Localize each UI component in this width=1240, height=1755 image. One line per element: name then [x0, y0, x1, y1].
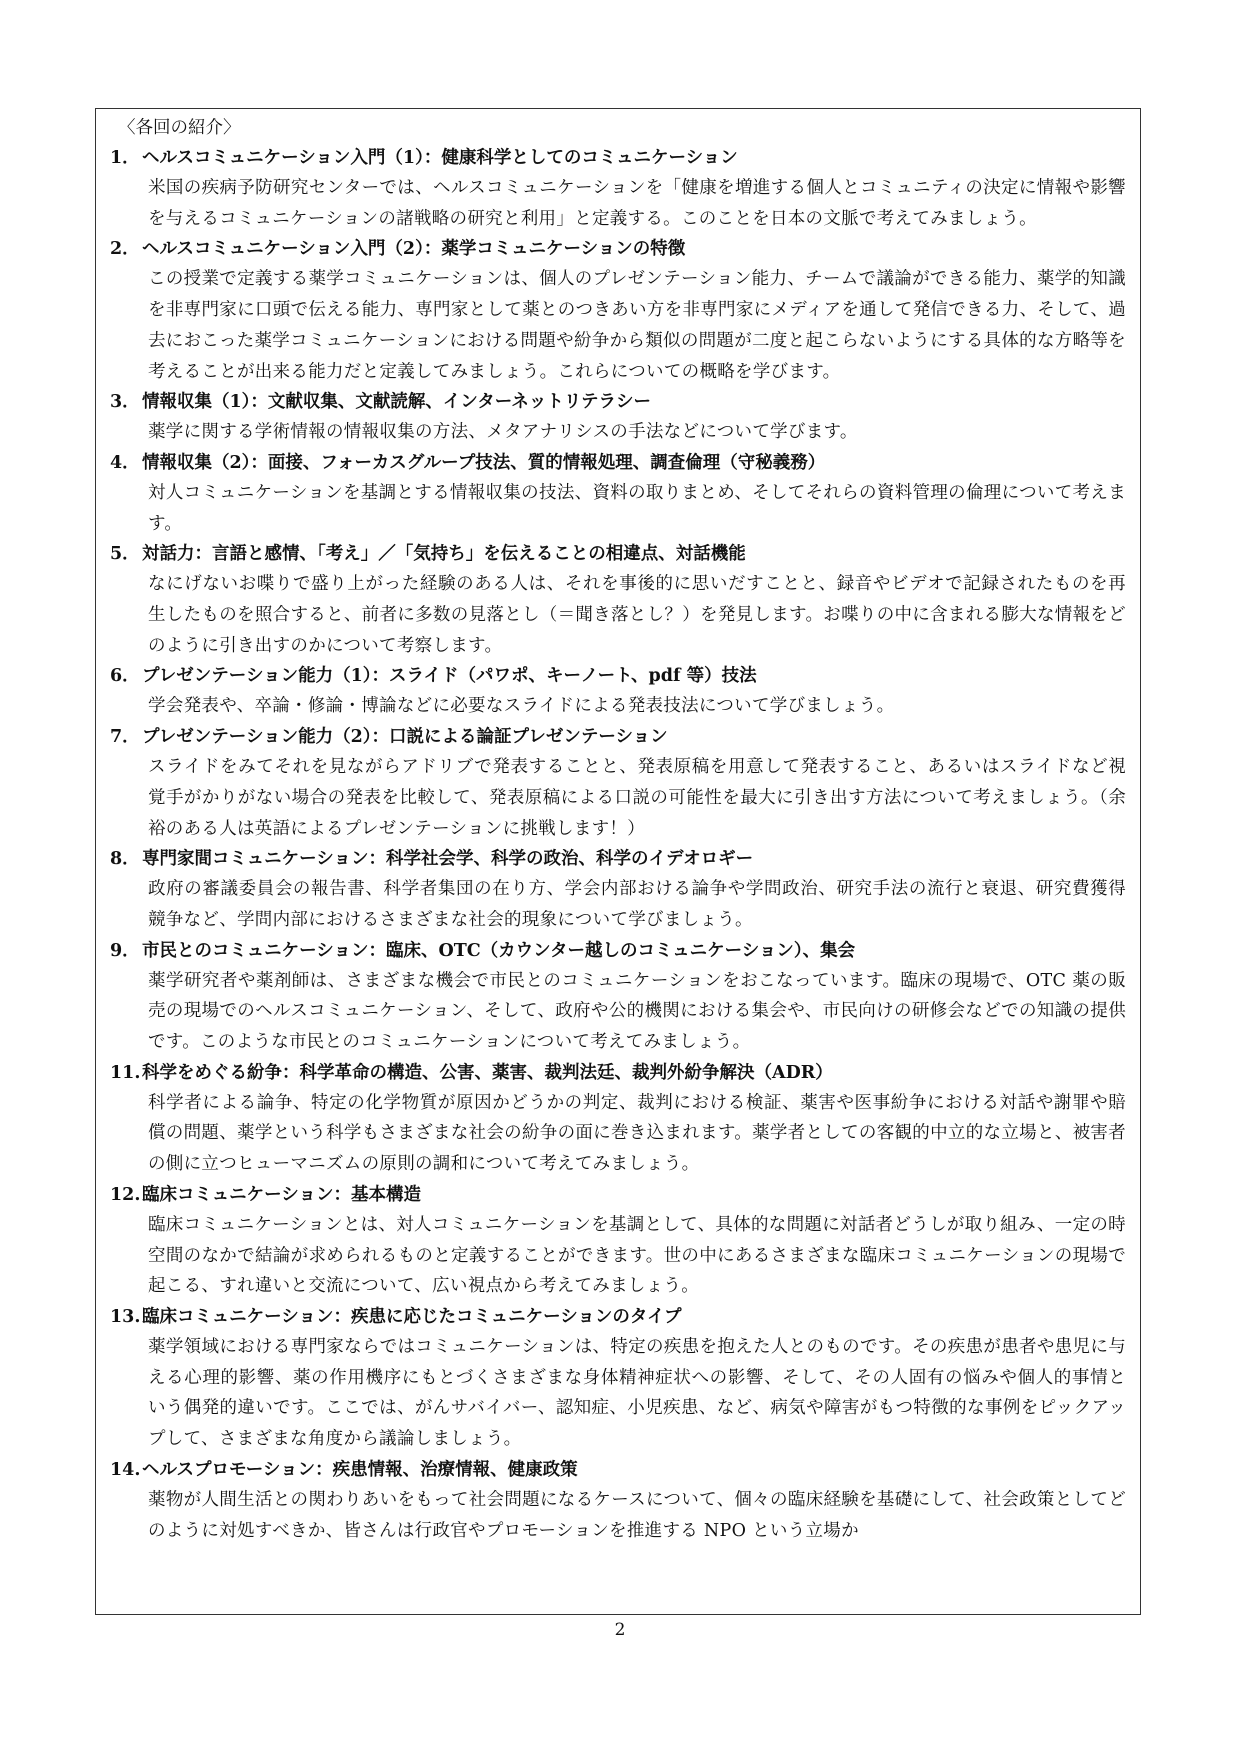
session-description: 薬学に関する学術情報の情報収集の方法、メタアナリシスの手法などについて学びます。 [148, 422, 858, 443]
session-title-text: 情報収集（2）：面接、フォーカスグループ技法、質的情報処理、調査倫理（守秘義務） [142, 452, 826, 473]
session-title-text: 情報収集（1）：文献収集、文献読解、インターネットリテラシー [142, 392, 651, 413]
session-5 [110, 539, 1126, 661]
session-description: 臨床コミュニケーションとは、対人コミュニケーションを基調として、具体的な問題に対話者どうしが取り組み、一定の時空間のなかで結論が求められるものと定義することができます。世の中にあるさまざまな臨床コミュニケーションの現場で起こる、すれ違いと交流について、広い視点から考えてみましょう。 [148, 1214, 1126, 1297]
session-12 [110, 1180, 1126, 1302]
session-description: 科学者による論争、特定の化学物質が原因かどうかの判定、裁判における検証、薬害や医事紛争における対話や謝罪や賠償の問題、薬学という科学もさまざまな社会の紛争の面に巻き込まれます。薬学者としての客観的中立的な立場と、被害者の側に立つヒューマニズムの原則の調和について考えてみましょう。 [148, 1092, 1126, 1175]
session-description: 薬学研究者や薬剤師は、さまざまな機会で市民とのコミュニケーションをおこなっています。臨床の現場で、OTC 薬の販売の現場でのヘルスコミュニケーション、そして、政府や公的機関における集会や、市民向けの研修会などでの知識の提供です。このような市民とのコミュニケーションについて考えてみましょう。 [148, 970, 1126, 1053]
session-description: 薬学領域における専門家ならではコミュニケーションは、特定の疾患を抱えた人とのものです。その疾患が患者や患児に与える心理的影響、薬の作用機序にもとづくさまざまな身体精神症状への影響、そして、その人固有の悩みや個人的事情という偶発的違いです。ここでは、がんサバイバー、認知症、小児疾患、など、病気や障害がもつ特徴的な事例をピックアップして、さまざまな角度から議論しましょう。 [148, 1336, 1126, 1450]
session-number: 6． [110, 666, 140, 687]
session-number: 14. [110, 1459, 141, 1480]
session-number: 9． [110, 940, 140, 961]
session-6 [110, 661, 1126, 722]
session-title [110, 234, 1126, 264]
session-description: 対人コミュニケーションを基調とする情報収集の技法、資料の取りまとめ、そしてそれらの資料管理の倫理について考えます。 [148, 482, 1126, 534]
session-title [110, 1180, 1126, 1210]
session-number: 11. [110, 1062, 141, 1083]
session-description: この授業で定義する薬学コミュニケーションは、個人のプレゼンテーション能力、チームで議論ができる能力、薬学的知識を非専門家に口頭で伝える能力、専門家として薬とのつきあい方を非専門家にメディアを通して発信できる力、そして、過去におこった薬学コミュニケーションにおける問題や紛争から類似の問題が二度と起こらないようにする具体的な方略等を考えることが出来る能力だと定義してみましょう。これらについての概略を学びます。 [148, 269, 1126, 382]
session-title-text: ヘルスプロモーション：疾患情報、治療情報、健康政策 [142, 1459, 578, 1480]
session-title [110, 722, 1126, 752]
session-title-text: 専門家間コミュニケーション：科学社会学、科学の政治、科学のイデオロギー [142, 849, 754, 870]
session-number: 4． [110, 452, 140, 473]
session-description: なにげないお喋りで盛り上がった経験のある人は、それを事後的に思いだすことと、録音やビデオで記録されたものを再生したものを照合すると、前者に多数の見落とし（＝聞き落とし？）を発見します。お喋りの中に含まれる膨大な情報をどのように引き出すのかについて考察します。 [148, 574, 1126, 656]
session-description: 薬物が人間生活との関わりあいをもって社会問題になるケースについて、個々の臨床経験を基礎にして、社会政策としてどのように対処すべきか、皆さんは行政官やプロモーションを推進する NPO という立場か [148, 1489, 1126, 1541]
session-2 [110, 234, 1126, 387]
session-title [110, 936, 1126, 966]
session-13 [110, 1302, 1126, 1455]
session-description: 政府の審議委員会の報告書、科学者集団の在り方、学会内部おける論争や学問政治、研究手法の流行と衰退、研究費獲得競争など、学問内部におけるさまざまな社会的現象について学びましょう。 [148, 879, 1126, 930]
syllabus-frame [95, 108, 1141, 1615]
session-9 [110, 936, 1126, 1058]
session-7 [110, 722, 1126, 844]
session-title [110, 143, 1126, 173]
session-title-text: プレゼンテーション能力（2）：口説による論証プレゼンテーション [142, 727, 668, 748]
session-number: 2． [110, 239, 140, 260]
session-title-text: プレゼンテーション能力（1）：スライド（パワポ、キーノート、pdf 等）技法 [142, 666, 757, 687]
session-description: 米国の疾病予防研究センターでは、ヘルスコミュニケーションを「健康を増進する個人とコミュニティの決定に情報や影響を与えるコミュニケーションの諸戦略の研究と利用」と定義する。このことを日本の文脈で考えてみましょう。 [148, 178, 1126, 229]
session-number: 8． [110, 849, 140, 870]
session-title [110, 1302, 1126, 1332]
session-description: スライドをみてそれを見ながらアドリブで発表することと、発表原稿を用意して発表すること、あるいはスライドなど視覚手がかりがない場合の発表を比較して、発表原稿による口説の可能性を最大に引き出す方法について考えましょう。（余裕のある人は英語によるプレゼンテーションに挑戦します！） [148, 757, 1126, 839]
session-number: 5． [110, 544, 140, 565]
session-title [110, 539, 1126, 569]
session-number: 13. [110, 1306, 141, 1327]
session-title-text: ヘルスコミュニケーション入門（1）：健康科学としてのコミュニケーション [142, 148, 738, 168]
session-description: 学会発表や、卒論・修論・博論などに必要なスライドによる発表技法について学びましょう。 [148, 696, 895, 717]
session-title-text: 臨床コミュニケーション：疾患に応じたコミュニケーションのタイプ [142, 1306, 682, 1327]
session-title [110, 1058, 1126, 1088]
session-title-text: 市民とのコミュニケーション：臨床、OTC（カウンター越しのコミュニケーション）、集会 [142, 940, 856, 961]
session-title [110, 448, 1126, 478]
session-title-text: ヘルスコミュニケーション入門（2）：薬学コミュニケーションの特徴 [142, 239, 686, 260]
session-title-text: 対話力：言語と感情、「考え」／「気持ち」を伝えることの相違点、対話機能 [142, 544, 746, 565]
session-number: 12. [110, 1184, 141, 1205]
session-title [110, 387, 1126, 417]
session-1 [110, 143, 1126, 234]
session-title [110, 1455, 1126, 1485]
session-title [110, 844, 1126, 874]
session-4 [110, 448, 1126, 539]
session-number: 7． [110, 727, 140, 748]
session-8 [110, 844, 1126, 935]
session-14 [110, 1455, 1126, 1546]
session-title-text: 臨床コミュニケーション：基本構造 [142, 1184, 421, 1205]
session-number: 3． [110, 392, 140, 413]
page-number: 2 [614, 1620, 626, 1640]
session-11 [110, 1058, 1126, 1180]
session-3 [110, 387, 1126, 448]
session-title-text: 科学をめぐる紛争：科学革命の構造、公害、薬害、裁判法廷、裁判外紛争解決（ADR） [142, 1062, 833, 1083]
session-number: 1． [110, 148, 140, 168]
session-title [110, 661, 1126, 691]
section-heading: 〈各回の紹介〉 [118, 118, 241, 138]
